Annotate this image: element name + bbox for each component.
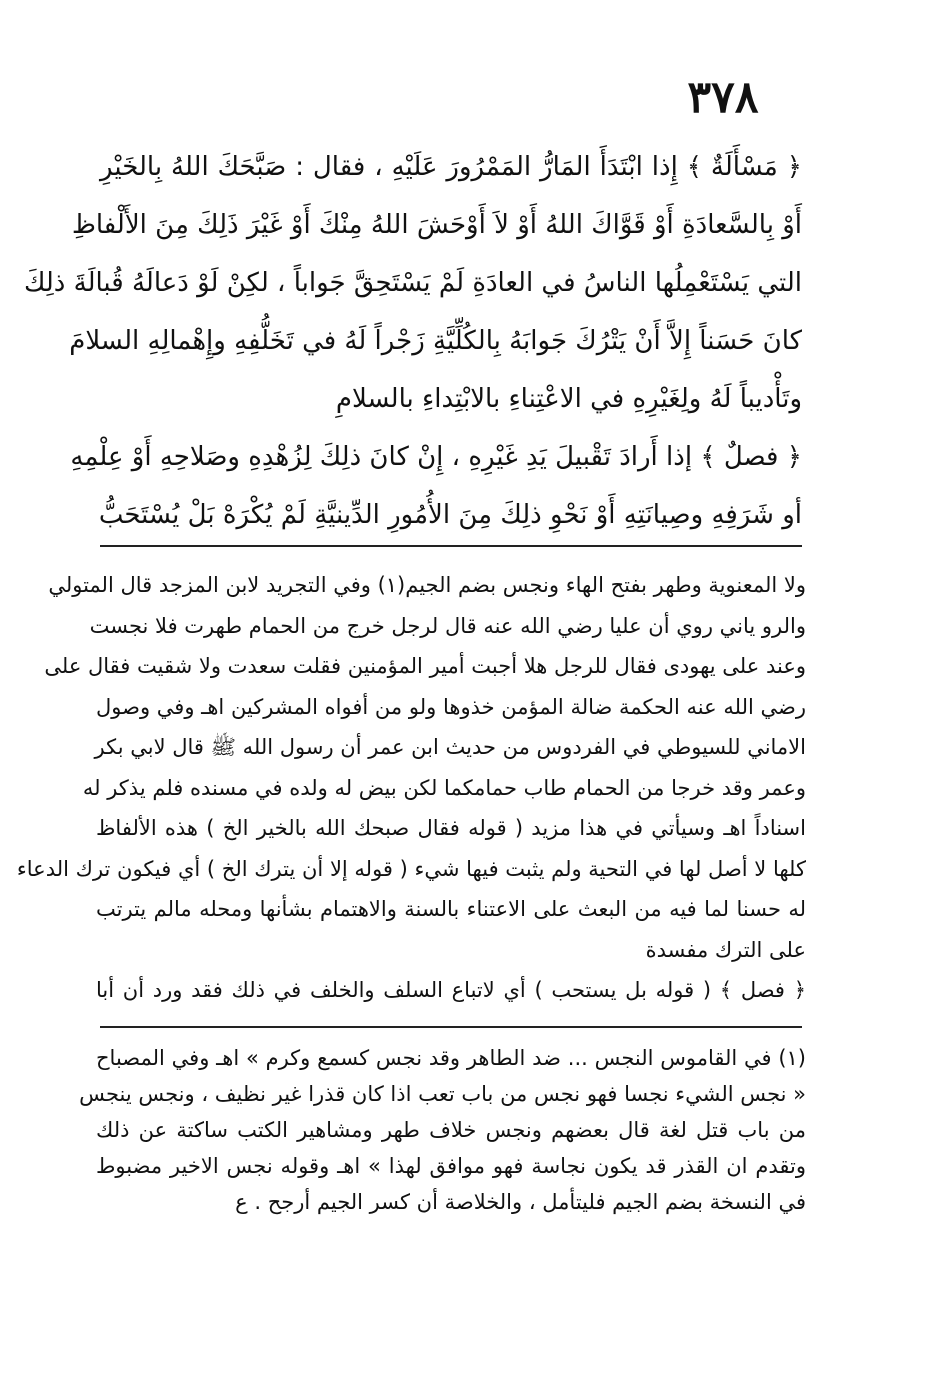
commentary-line: رضي الله عنه الحكمة ضالة المؤمن خذوها ولو من أفواه المشركين اهـ وفي وصول (96, 694, 806, 719)
main-text-line: أو شَرَفِهِ وصِيانَتِهِ أَوْ نَحْوِ ذلِكَ مِنَ الأُمُورِ الدِّينيَّةِ لَمْ يُكْرَهْ بَلْ يُسْتَحَبُّ (98, 500, 802, 530)
commentary-line: ﴿ فصل ﴾ ( قوله بل يستحب ) أي لاتباع السلف والخلف في ذلك فقد ورد أن أبا (96, 978, 806, 1002)
commentary-text (16, 565, 806, 1011)
commentary-line: ولا المعنوية وطهر بفتح الهاء ونجس بضم الجيم(١) وفي التجريد لابن المزجد قال المتولي (48, 573, 806, 597)
commentary-line: على الترك مفسدة (645, 937, 806, 962)
commentary-line: وعمر وقد خرجا من الحمام طاب حمامكما لكن بيض له ولده في مسنده فلم يذكر له (82, 775, 806, 800)
footnote-line: « نجس الشيء نجسا فهو نجس من باب تعب اذا كان قذرا غير نظيف ، ونجس ينجس (79, 1082, 806, 1106)
footnote-line: (١) في القاموس النجس ... ضد الطاهر وقد نجس كسمع وكرم » اهـ وفي المصباح (96, 1046, 806, 1070)
divider-rule (100, 545, 802, 547)
commentary-line: والرو ياني روي أن عليا رضي الله عنه قال لرجل خرج من الحمام طهرت فلا نجست (89, 613, 806, 638)
main-text-line: ﴿ فصلٌ ﴾ إذا أَرادَ تَقْبيلَ يَدِ غَيْرِهِ ، إِنْ كانَ ذلِكَ لِزُهْدِهِ وصَلاحِهِ أَوْ عِلْمِهِ (70, 442, 802, 472)
commentary-line: وعند على يهودى فقال للرجل هلا أجبت أمير المؤمنين فقلت سعدت ولا شقيت فقال على (44, 654, 806, 678)
footnote-line: وتقدم ان القذر قد يكون نجاسة فهو موافق لهذا » اهـ وقوله نجس الاخير مضبوط (96, 1154, 806, 1178)
commentary-line: الاماني للسيوطي في الفردوس من حديث ابن عمر أن رسول الله ﷺ قال لابي بكر (94, 735, 806, 759)
footnote-line: من باب قتل لغة قال بعضهم ونجس خلاف طهر ومشاهير الكتب ساكتة عن ذلك (96, 1118, 806, 1142)
main-text-line: كانَ حَسَناً إِلاَّ أَنْ يَتْرُكَ جَوابَهُ بِالكُلِّيَّةِ زَجْراً لَهُ في تَخَلُّفِهِ وإِهْمالِهِ السلامَ (69, 326, 802, 356)
main-text-line: وتَأْديباً لَهُ ولِغَيْرِهِ في الاعْتِناءِ بالابْتِداءِ بالسلامِ (335, 384, 802, 414)
footnote-divider-rule (100, 1026, 802, 1028)
footnote-line: في النسخة بضم الجيم فليتأمل ، والخلاصة أن كسر الجيم أرجح . ع (235, 1190, 806, 1214)
main-text-line: التي يَسْتَعْمِلُها الناسُ في العادَةِ لَمْ يَسْتَحِقَّ جَواباً ، لكِنْ لَوْ دَعالَهُ قُبالَةَ ذلِكَ (23, 268, 802, 298)
main-text-line: ﴿ مَسْأَلَةٌ ﴾ إِذا ابْتَدَأَ المَارُّ المَمْرُورَ عَلَيْهِ ، فقال : صَبَّحَكَ اللهُ بِالخَيْرِ (100, 152, 802, 182)
footnote-text (79, 1040, 806, 1220)
commentary-line: كلها لا أصل لها في التحية ولم يثبت فيها شيء ( قوله إلا أن يترك الخ ) أي فيكون ترك الدعاء (16, 856, 806, 881)
commentary-line: له حسنا لما فيه من البعث على الاعتناء بالسنة والاهتمام بشأنها ومحله مالم يترتب (96, 897, 806, 921)
page-number: ٣٧٨ (687, 72, 759, 123)
main-text (23, 138, 802, 544)
main-text-line: أَوْ بِالسَّعادَةِ أَوْ قَوَّاكَ اللهُ أَوْ لاَ أَوْحَشَ اللهُ مِنْكَ أَوْ غَيْرَ ذَلِكَ مِنَ الأَلْفاظِ (71, 210, 802, 240)
commentary-line: اسناداً اهـ وسيأتي في هذا مزيد ( قوله فقال صبحك الله بالخير الخ ) هذه الألفاظ (96, 816, 806, 840)
